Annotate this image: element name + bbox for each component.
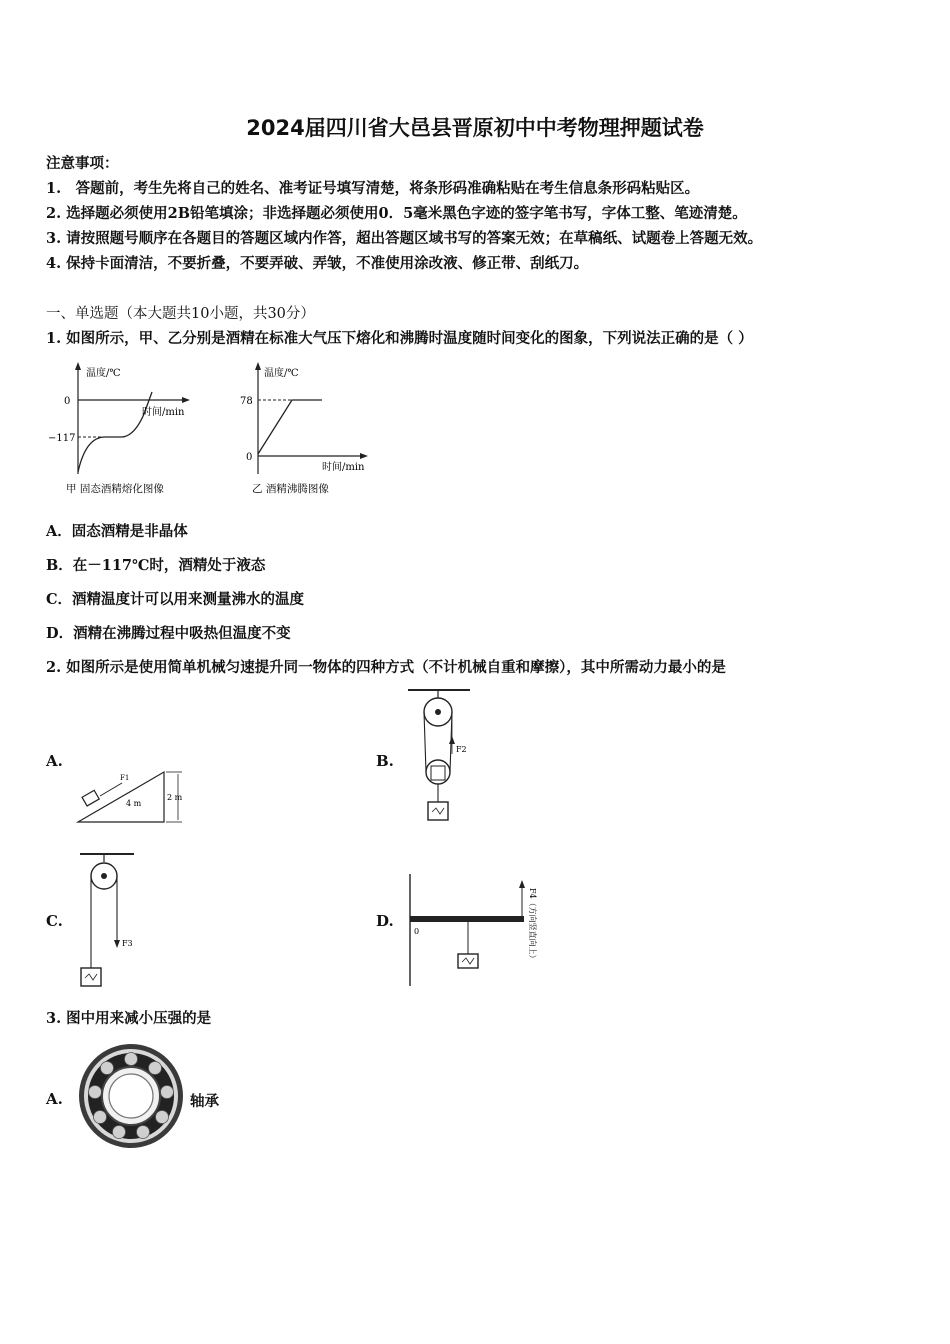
q1-graph-melting <box>46 358 196 500</box>
fig-a-force: F1 <box>120 774 130 782</box>
fig-a-slope-length: 4 m <box>126 799 142 808</box>
q2-fig-fixed-pulley <box>74 850 140 990</box>
q2-label-c: C. <box>46 912 63 930</box>
q3-bearing-image <box>76 1040 186 1152</box>
fig-d-force: F4（方向竖直向上） <box>528 888 537 963</box>
q1-stem: 1. 如图所示，甲、乙分别是酒精在标准大气压下熔化和沸腾时温度随时间变化的图象，下列说法正确的是（ ） <box>46 330 753 347</box>
graph-a-tick-117: −117 <box>48 433 76 444</box>
notice-item-3: 3. 请按照题号顺序在各题目的答题区域内作答，超出答题区域书写的答案无效；在草稿纸、试题卷上答题无效。 <box>46 230 763 247</box>
graph-b-caption: 乙 酒精沸腾图像 <box>252 483 329 495</box>
graph-b-tick-78: 78 <box>240 396 253 407</box>
graph-b-x-label: 时间/min <box>322 462 365 473</box>
q3-label-a: A. <box>46 1090 63 1108</box>
graph-a-tick-0: 0 <box>64 396 71 407</box>
q3-stem: 3. 图中用来减小压强的是 <box>46 1010 212 1027</box>
q3-option-a-text: 轴承 <box>190 1093 219 1110</box>
graph-a-x-label: 时间/min <box>142 407 185 418</box>
fig-c-force: F3 <box>122 939 133 948</box>
fig-b-force: F2 <box>456 745 467 754</box>
q2-fig-lever <box>406 872 542 990</box>
q2-stem: 2. 如图所示是使用简单机械匀速提升同一物体的四种方式（不计机械自重和摩擦），其中所需动力最小的是 <box>46 659 726 676</box>
q2-label-d: D. <box>376 912 394 930</box>
q1-graph-boiling <box>230 358 380 500</box>
page-title: 2024届四川省大邑县晋原初中中考物理押题试卷 <box>246 116 704 140</box>
fig-d-pivot: 0 <box>414 927 420 936</box>
graph-a-y-label: 温度/℃ <box>86 368 121 379</box>
section-heading: 一、单选题（本大题共10小题，共30分） <box>46 306 315 322</box>
notice-item-2: 2. 选择题必须使用2B铅笔填涂；非选择题必须使用0．5毫米黑色字迹的签字笔书写，字体工整、笔迹清楚。 <box>46 205 747 222</box>
q2-fig-incline <box>74 766 188 828</box>
graph-a-caption: 甲 固态酒精熔化图像 <box>66 483 164 495</box>
q1-option-b: B．在－117℃时，酒精处于液态 <box>46 557 266 574</box>
notice-item-4: 4. 保持卡面清洁，不要折叠，不要弄破、弄皱，不准使用涂改液、修正带、刮纸刀。 <box>46 255 589 272</box>
q2-label-a: A. <box>46 752 63 770</box>
fig-a-height: 2 m <box>167 793 183 802</box>
notice-item-1: 1. 答题前，考生先将自己的姓名、准考证号填写清楚，将条形码准确粘贴在考生信息条形码粘贴区。 <box>46 180 700 197</box>
q2-fig-pulley-combo <box>404 686 474 828</box>
graph-b-y-label: 温度/℃ <box>264 368 299 379</box>
q1-option-a: A．固态酒精是非晶体 <box>46 523 188 540</box>
q2-label-b: B. <box>376 752 394 770</box>
q1-option-d: D．酒精在沸腾过程中吸热但温度不变 <box>46 625 291 642</box>
q1-option-c: C．酒精温度计可以用来测量沸水的温度 <box>46 591 305 608</box>
graph-b-tick-0: 0 <box>246 452 253 463</box>
notice-heading: 注意事项： <box>46 155 119 172</box>
